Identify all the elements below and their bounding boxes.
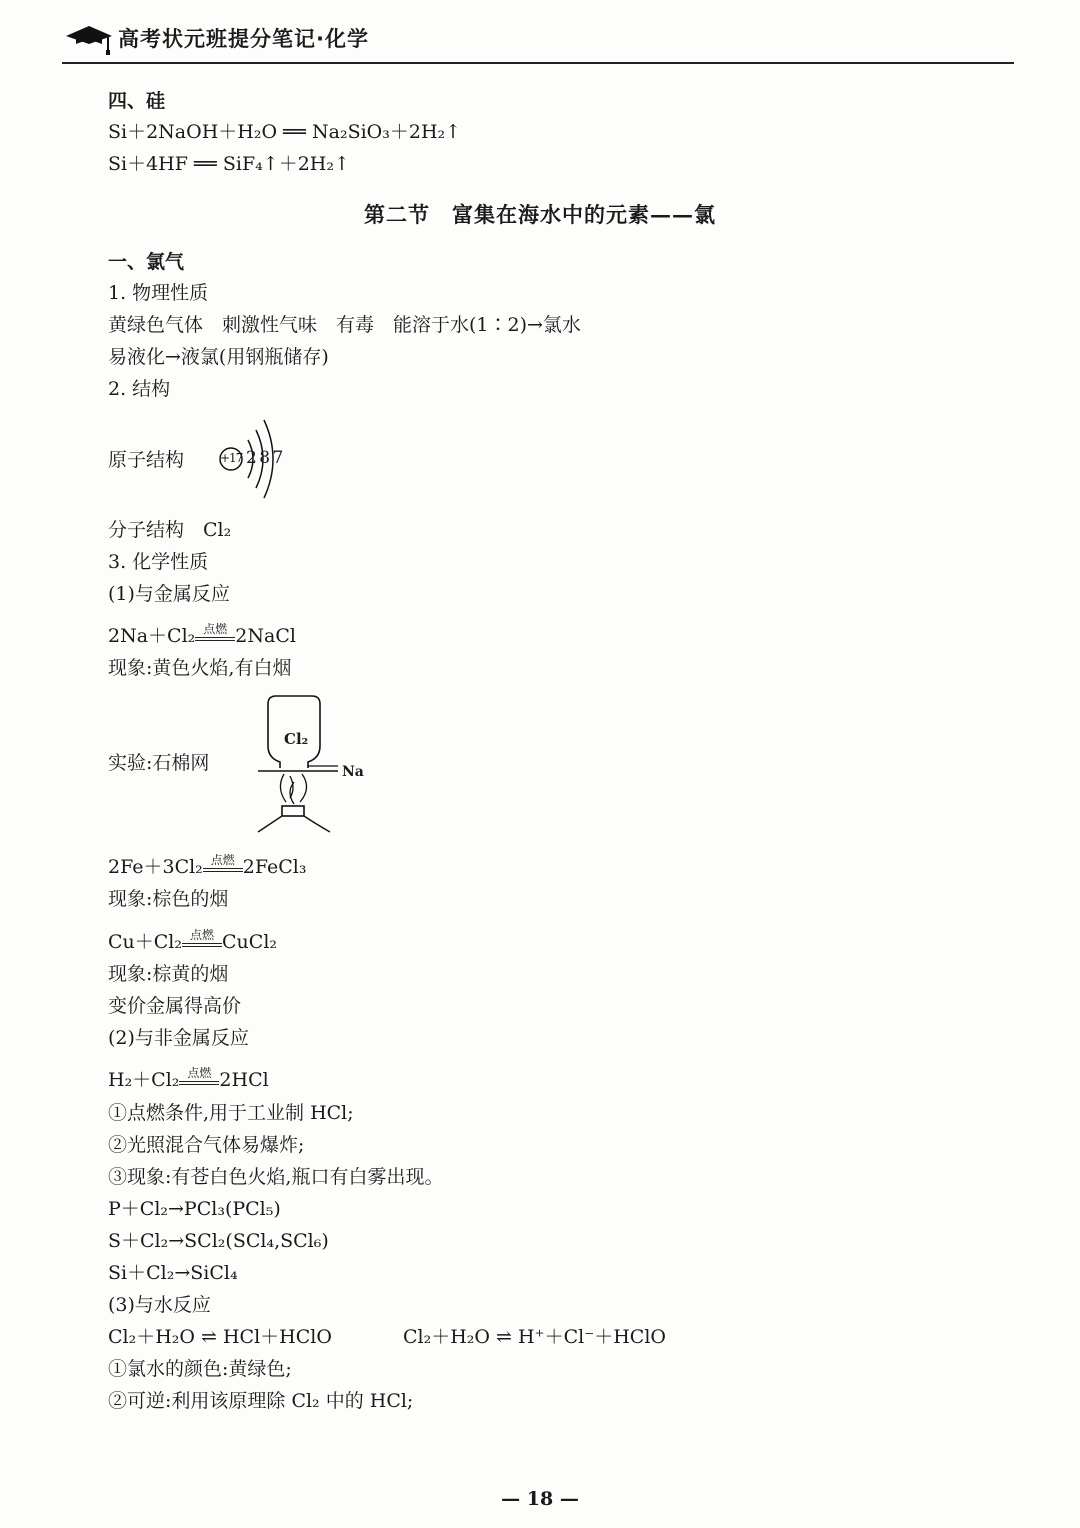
equation: P＋Cl₂→PCl₃(PCl₅) — [108, 1198, 281, 1220]
eq-lhs: 2Na＋Cl₂ — [108, 625, 196, 647]
sodium-label: Na — [342, 764, 364, 780]
eq-rhs: 2FeCl₃ — [242, 856, 307, 878]
equation: Si＋Cl₂→SiCl₄ — [108, 1262, 238, 1284]
section-title: 第二节 富集在海水中的元素——氯 — [364, 202, 716, 227]
text-line: 分子结构 Cl₂ — [108, 519, 232, 541]
eq-lhs: H₂＋Cl₂ — [108, 1069, 180, 1091]
equation: Si＋2NaOH＋H₂O ══ Na₂SiO₃＋2H₂↑ — [108, 121, 462, 143]
eq-rhs: 2NaCl — [235, 625, 296, 647]
text-line: ②可逆:利用该原理除 Cl₂ 中的 HCl; — [108, 1390, 414, 1412]
eq-condition: 点燃 — [210, 853, 235, 867]
subheading: 2. 结构 — [108, 378, 171, 400]
graduation-cap-icon — [64, 20, 114, 56]
equation: Si＋4HF ══ SiF₄↑＋2H₂↑ — [108, 153, 350, 175]
subheading: (3)与水反应 — [108, 1294, 211, 1316]
silicon-heading: 四、硅 — [108, 90, 166, 112]
subheading: (1)与金属反应 — [108, 583, 230, 605]
atom-structure-diagram — [216, 418, 286, 500]
equation: Cl₂＋H₂O ⇌ HCl＋HClO — [108, 1326, 332, 1348]
chlorine-heading: 一、氯气 — [108, 251, 185, 273]
equation: Cl₂＋H₂O ⇌ H⁺＋Cl⁻＋HClO — [403, 1326, 666, 1348]
eq-lhs: Cu＋Cl₂ — [108, 931, 183, 953]
subheading: 1. 物理性质 — [108, 282, 209, 304]
text-line: 现象:棕黄的烟 — [108, 963, 229, 985]
running-header — [64, 18, 369, 58]
equation-na — [108, 624, 296, 648]
equation-fe — [108, 855, 307, 879]
eq-rhs: 2HCl — [219, 1069, 269, 1091]
subheading: 3. 化学性质 — [108, 551, 209, 573]
electron-shells: 2 8 7 — [246, 448, 284, 468]
eq-condition: 点燃 — [203, 622, 228, 636]
experiment-apparatus-diagram — [250, 692, 380, 838]
equation-cu — [108, 930, 277, 954]
text-line: 黄绿色气体 刺激性气味 有毒 能溶于水(1∶2)→氯水 — [108, 314, 581, 336]
equation: S＋Cl₂→SCl₂(SCl₄,SCl₆) — [108, 1230, 329, 1252]
text-line: ②光照混合气体易爆炸; — [108, 1134, 305, 1156]
experiment-label: 实验:石棉网 — [108, 752, 210, 774]
header-title: 高考状元班提分笔记·化学 — [118, 27, 369, 51]
eq-condition: 点燃 — [187, 1066, 212, 1080]
text-line: ①点燃条件,用于工业制 HCl; — [108, 1102, 354, 1124]
text-line: ③现象:有苍白色火焰,瓶口有白雾出现。 — [108, 1166, 444, 1188]
subheading: (2)与非金属反应 — [108, 1027, 249, 1049]
equation-h2 — [108, 1068, 269, 1092]
header-divider — [62, 62, 1014, 64]
atom-label: 原子结构 — [108, 449, 185, 471]
eq-rhs: CuCl₂ — [222, 931, 278, 953]
text-line: 现象:棕色的烟 — [108, 888, 229, 910]
text-line: 现象:黄色火焰,有白烟 — [108, 657, 292, 679]
bottle-label: Cl₂ — [284, 730, 309, 748]
nucleus-charge: +17 — [220, 451, 243, 465]
text-line: 易液化→液氯(用钢瓶储存) — [108, 346, 329, 368]
text-line: 变价金属得高价 — [108, 995, 242, 1017]
text-line: ①氯水的颜色:黄绿色; — [108, 1358, 292, 1380]
eq-condition: 点燃 — [190, 928, 215, 942]
eq-lhs: 2Fe＋3Cl₂ — [108, 856, 203, 878]
page-number: — 18 — — [501, 1488, 579, 1510]
